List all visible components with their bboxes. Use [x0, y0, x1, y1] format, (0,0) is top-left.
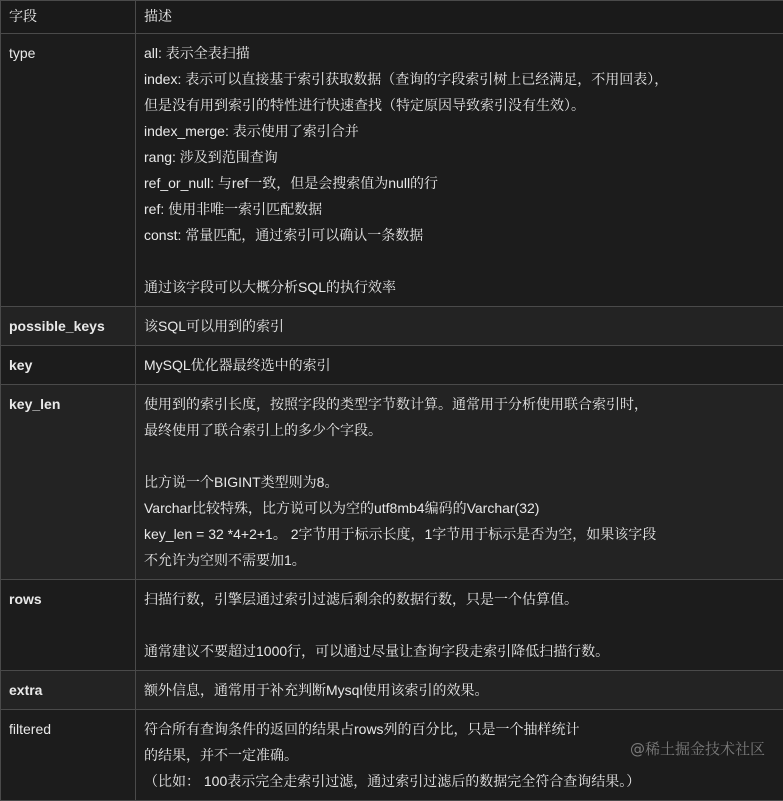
- description-line: 通过该字段可以大概分析SQL的执行效率: [144, 274, 775, 300]
- field-description: [136, 34, 783, 307]
- description-line: 使用到的索引长度，按照字段的类型字节数计算。通常用于分析使用联合索引时，: [144, 391, 775, 417]
- field-name: filtered: [1, 710, 136, 801]
- blank-line: [144, 612, 775, 638]
- field-description: [136, 580, 783, 671]
- description-line: ref_or_null: 与ref一致，但是会搜索值为null的行: [144, 170, 775, 196]
- description-line: 扫描行数，引擎层通过索引过滤后剩余的数据行数，只是一个估算值。: [144, 586, 775, 612]
- field-description: [136, 671, 783, 710]
- field-description: [136, 346, 783, 385]
- description-line: ref: 使用非唯一索引匹配数据: [144, 196, 775, 222]
- field-name: key: [1, 346, 136, 385]
- description-line: index: 表示可以直接基于索引获取数据（查询的字段索引树上已经满足，不用回表），: [144, 66, 775, 92]
- field-description: [136, 307, 783, 346]
- description-line: 但是没有用到索引的特性进行快速查找（特定原因导致索引没有生效）。: [144, 92, 775, 118]
- blank-line: [144, 443, 775, 469]
- blank-line: [144, 248, 775, 274]
- table-row: [1, 34, 783, 307]
- description-line: 额外信息，通常用于补充判断Mysql使用该索引的效果。: [144, 677, 775, 703]
- description-line: 符合所有查询条件的返回的结果占rows列的百分比，只是一个抽样统计: [144, 716, 775, 742]
- header-description: 描述: [136, 1, 783, 34]
- description-line: MySQL优化器最终选中的索引: [144, 352, 775, 378]
- description-line: 的结果，并不一定准确。: [144, 742, 775, 768]
- field-name: possible_keys: [1, 307, 136, 346]
- table-row: [1, 385, 783, 580]
- description-line: const: 常量匹配，通过索引可以确认一条数据: [144, 222, 775, 248]
- field-name: extra: [1, 671, 136, 710]
- description-line: 比方说一个BIGINT类型则为8。: [144, 469, 775, 495]
- table-row: [1, 580, 783, 671]
- field-name: key_len: [1, 385, 136, 580]
- description-line: 最终使用了联合索引上的多少个字段。: [144, 417, 775, 443]
- table-row: [1, 346, 783, 385]
- description-line: 通常建议不要超过1000行，可以通过尽量让查询字段走索引降低扫描行数。: [144, 638, 775, 664]
- description-line: key_len = 32 *4+2+1。 2字节用于标示长度，1字节用于标示是否为空，如果该字段: [144, 521, 775, 547]
- watermark: @稀土掘金技术社区: [630, 738, 765, 759]
- description-line: all: 表示全表扫描: [144, 40, 775, 66]
- description-line: index_merge: 表示使用了索引合并: [144, 118, 775, 144]
- description-line: 该SQL可以用到的索引: [144, 313, 775, 339]
- header-field: 字段: [1, 1, 136, 34]
- description-line: rang: 涉及到范围查询: [144, 144, 775, 170]
- description-line: Varchar比较特殊，比方说可以为空的utf8mb4编码的Varchar(32): [144, 495, 775, 521]
- description-line: （比如： 100表示完全走索引过滤，通过索引过滤后的数据完全符合查询结果。）: [144, 768, 775, 794]
- table-body: [1, 34, 783, 801]
- description-line: 不允许为空则不需要加1。: [144, 547, 775, 573]
- field-name: type: [1, 34, 136, 307]
- field-name: rows: [1, 580, 136, 671]
- field-description: [136, 385, 783, 580]
- table-row: [1, 307, 783, 346]
- table-header-row: [1, 1, 783, 34]
- table-row: [1, 671, 783, 710]
